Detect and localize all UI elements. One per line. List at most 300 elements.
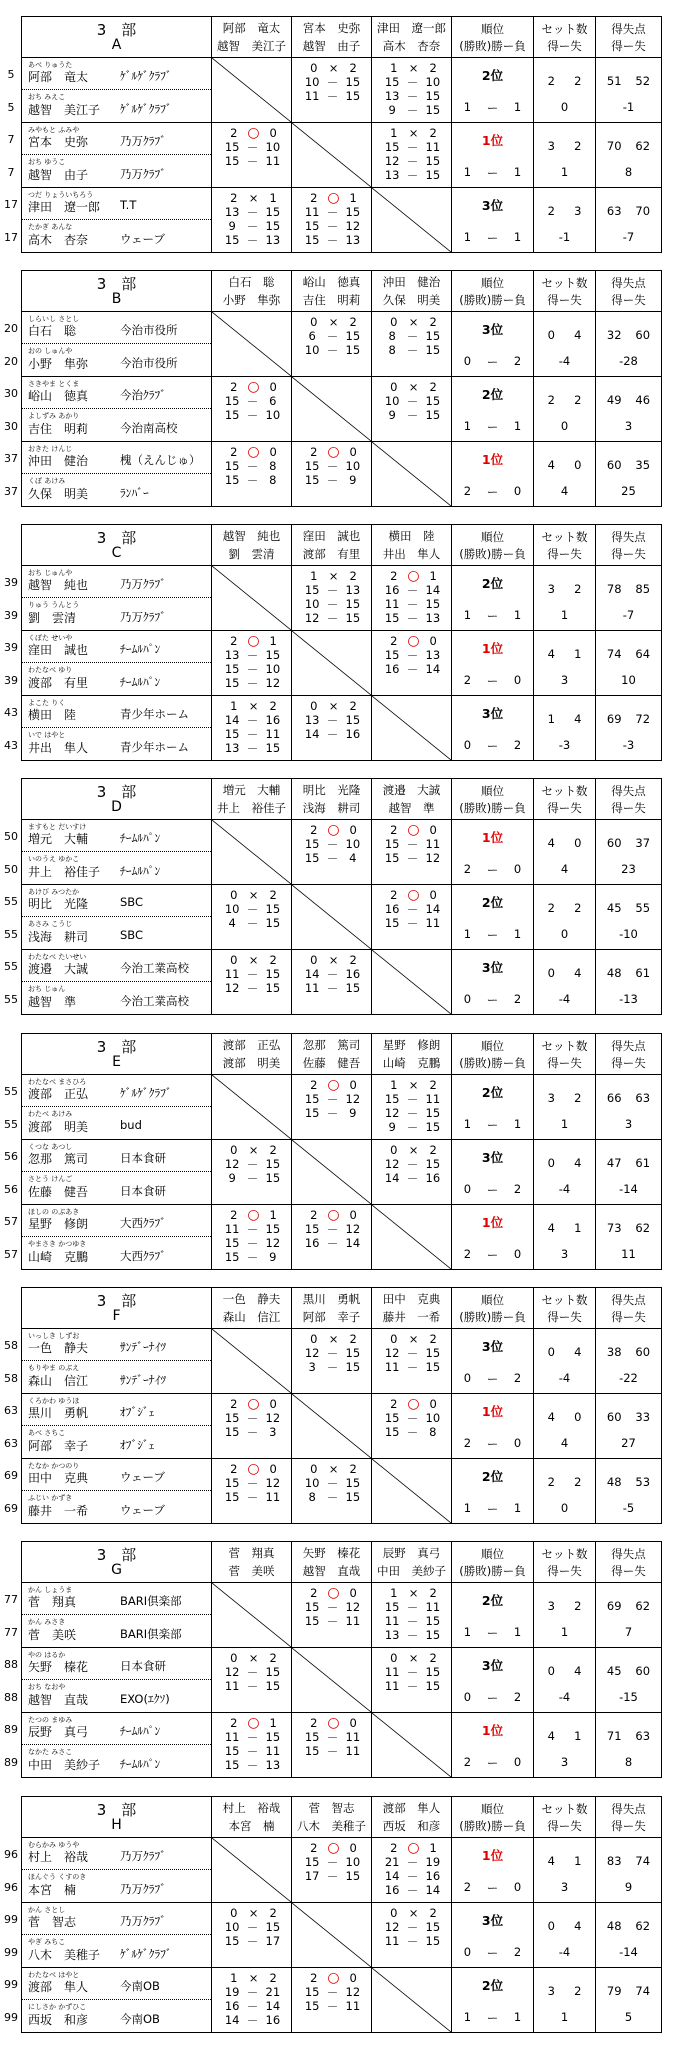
score-dash: － (246, 206, 259, 220)
seed-number: 96 (4, 1881, 18, 1894)
opponent-header (212, 17, 291, 57)
opponent-partner-name: 井上 裕佳子 (217, 801, 286, 815)
points-for: 11 (304, 89, 320, 103)
rank-label: 2位 (481, 1085, 504, 1100)
group-heading (22, 779, 211, 819)
points-against-total: 72 (635, 712, 651, 726)
win-loss-dash: ー (486, 1881, 499, 1895)
loss-cross-icon: × (408, 126, 419, 140)
sets-won: 0 (310, 699, 318, 713)
points-for: 17 (304, 1869, 320, 1883)
set-header (534, 271, 595, 311)
points-for: 16 (384, 1883, 400, 1897)
points-for: 11 (384, 1679, 400, 1693)
sets-lost: 2 (269, 888, 277, 902)
sets-against: 0 (574, 458, 582, 472)
match-result (292, 442, 371, 506)
seed-number: 37 (4, 452, 18, 465)
sets-won: 2 (310, 1586, 318, 1600)
points-for-total: 48 (606, 1475, 622, 1489)
sets-for: 4 (547, 1729, 555, 1743)
sets-won: 2 (230, 445, 238, 459)
points-for: 13 (384, 168, 400, 182)
player-name: 辰野 真弓 (28, 1725, 89, 1739)
rank-label: 1位 (481, 452, 504, 467)
match-result (292, 820, 371, 884)
sets-lost: 2 (349, 1332, 357, 1346)
pair-entry (22, 377, 211, 441)
score-dash: － (406, 76, 419, 90)
score-dash: － (246, 917, 259, 931)
match-result (372, 1329, 451, 1393)
opponent-header (372, 17, 451, 57)
pair-divider (22, 916, 211, 917)
sets-lost: 2 (429, 126, 437, 140)
set-difference: -4 (558, 1945, 571, 1959)
name-reading: くつな あつし (28, 1143, 73, 1151)
sets-lost: 0 (349, 1208, 357, 1222)
points-won-lost (600, 74, 657, 88)
points-against: 8 (429, 1425, 437, 1439)
set-count (534, 1075, 595, 1139)
points-for: 4 (228, 916, 236, 930)
match-summary (224, 888, 283, 902)
sets-won: 0 (310, 61, 318, 75)
points-for: 12 (304, 611, 320, 625)
diagonal-line (212, 1329, 291, 1393)
sets-for: 4 (547, 1854, 555, 1868)
sets-against: 4 (574, 1345, 582, 1359)
opponent-partner-name: 渡部 明美 (222, 1056, 281, 1070)
sets-against: 2 (574, 582, 582, 596)
loss-cross-icon: × (328, 61, 339, 75)
pair-entry (22, 820, 211, 884)
points-for: 13 (224, 741, 240, 755)
rank-label: 2位 (481, 895, 504, 910)
rank-header-sublabel: (勝敗)勝ー負 (459, 801, 526, 815)
match-result (372, 123, 451, 187)
score-dash: － (246, 1921, 259, 1935)
match-result (372, 566, 451, 630)
set-count (534, 1903, 595, 1967)
wins: 1 (463, 2010, 472, 2024)
rank-header (452, 1542, 533, 1582)
club-name: ﾁｰﾑﾙﾊﾟﾝ (120, 1757, 161, 1771)
point-count (596, 1583, 661, 1647)
score-dash: － (326, 1856, 339, 1870)
diagonal-line (292, 1394, 371, 1458)
points-for: 10 (224, 1920, 240, 1934)
game-score (382, 103, 443, 119)
player-name: 越智 準 (28, 995, 77, 1009)
score-dash: － (246, 220, 259, 234)
player-name: 黒川 勇帆 (28, 1406, 89, 1420)
seed-number: 7 (7, 166, 15, 179)
player-name: 越智 純也 (28, 578, 89, 592)
seed-number: 56 (4, 1150, 18, 1163)
points-against: 15 (425, 1920, 441, 1934)
club-name: ｹﾞﾙｹﾞｸﾗﾌﾞ (120, 102, 172, 116)
set-difference: -4 (558, 354, 571, 368)
game-score (222, 1425, 283, 1441)
win-loss-dash: ー (486, 1372, 499, 1386)
points-against: 15 (425, 1614, 441, 1628)
set-difference: 3 (560, 1755, 569, 1769)
pair-entry (22, 696, 211, 760)
points-for: 9 (228, 1171, 236, 1185)
sets-won: 2 (390, 823, 398, 837)
wins: 2 (463, 484, 472, 498)
score-dash: － (326, 234, 339, 248)
score-dash: － (246, 1680, 259, 1694)
points-against: 21 (265, 1985, 281, 1999)
points-for: 12 (384, 154, 400, 168)
win-loss (456, 1182, 529, 1198)
points-for: 14 (384, 1869, 400, 1883)
sets-won: 0 (390, 380, 398, 394)
sets-won: 0 (390, 1332, 398, 1346)
win-circle-icon: ○ (407, 633, 420, 649)
rank-header (452, 17, 533, 57)
sets-won: 0 (230, 1651, 238, 1665)
set-count (534, 631, 595, 695)
group-f (0, 1287, 673, 1529)
points-for: 10 (304, 75, 320, 89)
wins: 0 (463, 354, 472, 368)
score-dash: － (326, 206, 339, 220)
sets-won: 0 (310, 1332, 318, 1346)
club-name: 今南OB (120, 2012, 160, 2026)
seed-number: 5 (7, 101, 15, 114)
game-score (222, 1679, 283, 1695)
rank-header (452, 271, 533, 311)
points-for: 15 (224, 473, 240, 487)
game-score (382, 343, 443, 359)
loss-cross-icon: × (408, 380, 419, 394)
sets-won: 2 (230, 1397, 238, 1411)
name-reading: わたなべ ゆり (28, 666, 73, 674)
points-won-lost (600, 1664, 657, 1678)
player-name: 山崎 克鵬 (28, 1250, 89, 1264)
sets-won-lost (538, 836, 591, 850)
pair-divider (22, 343, 211, 344)
points-header-label: 得失点 (611, 22, 646, 36)
win-circle-icon: ○ (407, 1840, 420, 1856)
standing (452, 58, 533, 122)
wins: 0 (463, 1945, 472, 1959)
points-against: 13 (425, 648, 441, 662)
club-name: 大西ｸﾗﾌﾞ (120, 1216, 166, 1230)
set-header-label: セット数 (541, 1039, 588, 1053)
name-reading: いで はやと (28, 731, 66, 739)
game-score (382, 1360, 443, 1376)
win-circle-icon: ○ (327, 1207, 340, 1223)
wins: 0 (463, 1371, 472, 1385)
game-score (302, 1236, 363, 1252)
name-reading: たかぎ あんな (28, 223, 73, 231)
loss-cross-icon: × (248, 1906, 259, 1920)
sets-won: 0 (310, 1462, 318, 1476)
loss-cross-icon: × (408, 1332, 419, 1346)
points-against-total: 60 (635, 328, 651, 342)
score-dash: － (406, 1158, 419, 1172)
points-for: 11 (304, 981, 320, 995)
rank-header-sublabel: (勝敗)勝ー負 (459, 1819, 526, 1833)
diagonal-line (212, 312, 291, 376)
points-won-lost (600, 901, 657, 915)
points-for: 15 (224, 1758, 240, 1772)
seed-number: 43 (4, 706, 18, 719)
diagonal-line (372, 1713, 451, 1777)
set-header (534, 525, 595, 565)
score-dash: － (406, 169, 419, 183)
match-summary (384, 315, 443, 329)
points-for: 21 (384, 1855, 400, 1869)
points-against: 12 (345, 1092, 361, 1106)
win-loss (456, 1880, 529, 1896)
pair-entry (22, 631, 211, 695)
set-header-sublabel: 得ー失 (547, 39, 582, 53)
points-for: 15 (384, 75, 400, 89)
opponent-name: 増元 大輔 (222, 783, 281, 797)
score-dash: － (246, 1426, 259, 1440)
sets-against: 3 (574, 204, 582, 218)
standing (452, 950, 533, 1014)
points-against: 15 (345, 343, 361, 357)
set-difference: 1 (560, 1117, 569, 1131)
sets-lost: 2 (349, 569, 357, 583)
points-for: 11 (384, 1614, 400, 1628)
name-reading: さきやま とくま (28, 380, 80, 388)
division-title: 3 部 (96, 1292, 137, 1310)
match-result (212, 885, 291, 949)
sets-lost: 0 (429, 634, 437, 648)
set-count (534, 1968, 595, 2032)
game-score (302, 1614, 363, 1630)
loss-cross-icon: × (328, 953, 339, 967)
points-against-total: 52 (635, 74, 651, 88)
sets-against: 4 (574, 1919, 582, 1933)
pair-entry (22, 885, 211, 949)
points-against: 11 (425, 1600, 441, 1614)
losses: 1 (513, 1117, 522, 1131)
score-dash: － (406, 917, 419, 931)
player-name: 井上 裕佳子 (28, 865, 101, 879)
self-match-diagonal (292, 1903, 371, 1967)
sets-for: 1 (547, 712, 555, 726)
points-against: 15 (345, 597, 361, 611)
name-reading: おち みえこ (28, 93, 66, 101)
score-dash: － (326, 2000, 339, 2014)
rank-header (452, 1797, 533, 1837)
win-loss (456, 608, 529, 624)
points-for: 16 (224, 1999, 240, 2013)
player-name: 劉 雲清 (28, 611, 77, 625)
loss-cross-icon: × (328, 699, 339, 713)
score-dash: － (326, 1361, 339, 1375)
sets-lost: 2 (269, 1906, 277, 1920)
set-count (534, 58, 595, 122)
self-match-diagonal (372, 1205, 451, 1269)
game-score (302, 1106, 363, 1122)
points-for: 15 (384, 1092, 400, 1106)
player-name: 渡部 明美 (28, 1120, 89, 1134)
seed-number: 69 (4, 1469, 18, 1482)
diagonal-line (292, 631, 371, 695)
sets-won-lost (538, 901, 591, 915)
points-for: 14 (304, 727, 320, 741)
sets-won: 2 (390, 888, 398, 902)
sets-won: 1 (390, 126, 398, 140)
game-score (382, 1628, 443, 1644)
game-score (382, 1934, 443, 1950)
sets-lost: 2 (429, 380, 437, 394)
seed-number: 39 (4, 674, 18, 687)
match-summary (384, 1906, 443, 1920)
pair-divider (22, 1236, 211, 1237)
player-name: 忽那 篤司 (28, 1152, 89, 1166)
game-score (382, 1679, 443, 1695)
wins: 1 (463, 1625, 472, 1639)
points-against: 15 (425, 394, 441, 408)
points-for: 8 (308, 1490, 316, 1504)
player-name: 小野 隼弥 (28, 357, 89, 371)
points-for: 15 (304, 1855, 320, 1869)
opponent-partner-name: 越智 直哉 (302, 1564, 361, 1578)
points-against: 16 (345, 967, 361, 981)
opponent-name: 渡部 隼人 (382, 1801, 441, 1815)
point-count (596, 1394, 661, 1458)
wins: 2 (463, 1880, 472, 1894)
set-count (534, 1838, 595, 1902)
seed-number: 57 (4, 1248, 18, 1261)
points-for: 12 (384, 1106, 400, 1120)
points-against: 16 (425, 1869, 441, 1883)
points-header-sublabel: 得ー失 (611, 1310, 646, 1324)
win-loss-dash: ー (486, 1946, 499, 1960)
points-for: 13 (384, 89, 400, 103)
points-against: 12 (265, 676, 281, 690)
rank-header-label: 順位 (481, 1547, 504, 1561)
opponent-name: 一色 静夫 (222, 1292, 281, 1306)
points-for: 15 (384, 837, 400, 851)
sets-won-lost (538, 1599, 591, 1613)
match-summary (224, 699, 283, 713)
club-name: ｵﾌﾞｼﾞｪ (120, 1438, 155, 1452)
set-difference: 3 (560, 673, 569, 687)
point-difference: -5 (622, 1501, 635, 1515)
score-dash: － (326, 852, 339, 866)
diagonal-line (372, 1968, 451, 2032)
self-match-diagonal (292, 885, 371, 949)
win-loss-dash: ー (486, 993, 499, 1007)
points-header (596, 1542, 661, 1582)
club-name: 今治ｸﾗﾌﾞ (120, 388, 166, 402)
group-table (21, 16, 662, 253)
club-name: ﾁｰﾑﾙﾊﾟﾝ (120, 1724, 161, 1738)
seed-number: 63 (4, 1404, 18, 1417)
score-dash: － (406, 1856, 419, 1870)
point-count (596, 885, 661, 949)
points-against: 11 (425, 916, 441, 930)
match-summary (304, 1208, 363, 1222)
losses: 2 (513, 1182, 522, 1196)
sets-won: 0 (390, 1906, 398, 1920)
set-count (534, 442, 595, 506)
sets-against: 2 (574, 139, 582, 153)
sets-won: 2 (230, 191, 238, 205)
game-score (302, 1999, 363, 2015)
points-for: 15 (304, 837, 320, 851)
opponent-header (292, 271, 371, 311)
self-match-diagonal (212, 1838, 291, 1902)
match-summary (224, 191, 283, 205)
rank-header-label: 順位 (481, 1802, 504, 1816)
name-reading: よこた りく (28, 699, 66, 707)
points-for: 15 (224, 1934, 240, 1948)
wins: 2 (463, 1755, 472, 1769)
club-name: 乃万ｸﾗﾌﾞ (120, 1849, 166, 1863)
points-for-total: 51 (606, 74, 622, 88)
points-against: 16 (425, 1171, 441, 1185)
sets-lost: 0 (269, 126, 277, 140)
points-for: 12 (224, 981, 240, 995)
opponent-partner-name: 吉住 明莉 (302, 293, 361, 307)
opponent-partner-name: 山崎 克鵬 (382, 1056, 441, 1070)
self-match-diagonal (372, 1713, 451, 1777)
match-summary (304, 61, 363, 75)
set-header-sublabel: 得ー失 (547, 1310, 582, 1324)
game-score (382, 168, 443, 184)
points-header-sublabel: 得ー失 (611, 801, 646, 815)
name-reading: わたなべ はやと (28, 1971, 80, 1979)
match-summary (384, 1586, 443, 1600)
wins: 1 (463, 608, 472, 622)
club-name: 今治市役所 (120, 323, 178, 337)
score-dash: － (326, 220, 339, 234)
win-loss (456, 1247, 529, 1263)
score-dash: － (326, 474, 339, 488)
points-for: 10 (304, 597, 320, 611)
match-summary (304, 569, 363, 583)
set-difference: 1 (560, 1625, 569, 1639)
points-against: 15 (425, 1628, 441, 1642)
points-for-total: 60 (606, 458, 622, 472)
game-score (382, 916, 443, 932)
opponent-header (212, 525, 291, 565)
player-name: 阿部 竜太 (28, 70, 89, 84)
sets-for: 0 (547, 1664, 555, 1678)
wins: 1 (463, 927, 472, 941)
point-difference: -7 (622, 608, 635, 622)
points-for-total: 45 (606, 901, 622, 915)
group-e (0, 1033, 673, 1275)
opponent-header (372, 1288, 451, 1328)
points-against: 16 (265, 713, 281, 727)
losses: 2 (513, 354, 522, 368)
standing (452, 312, 533, 376)
sets-lost: 0 (349, 1716, 357, 1730)
win-loss-dash: ー (486, 231, 499, 245)
point-difference: 7 (624, 1625, 633, 1639)
points-against-total: 53 (635, 1475, 651, 1489)
sets-lost: 2 (349, 699, 357, 713)
club-name: BARI倶楽部 (120, 1627, 182, 1641)
score-dash: － (406, 903, 419, 917)
point-count (596, 1903, 661, 1967)
game-score (222, 1171, 283, 1187)
score-dash: － (406, 1107, 419, 1121)
